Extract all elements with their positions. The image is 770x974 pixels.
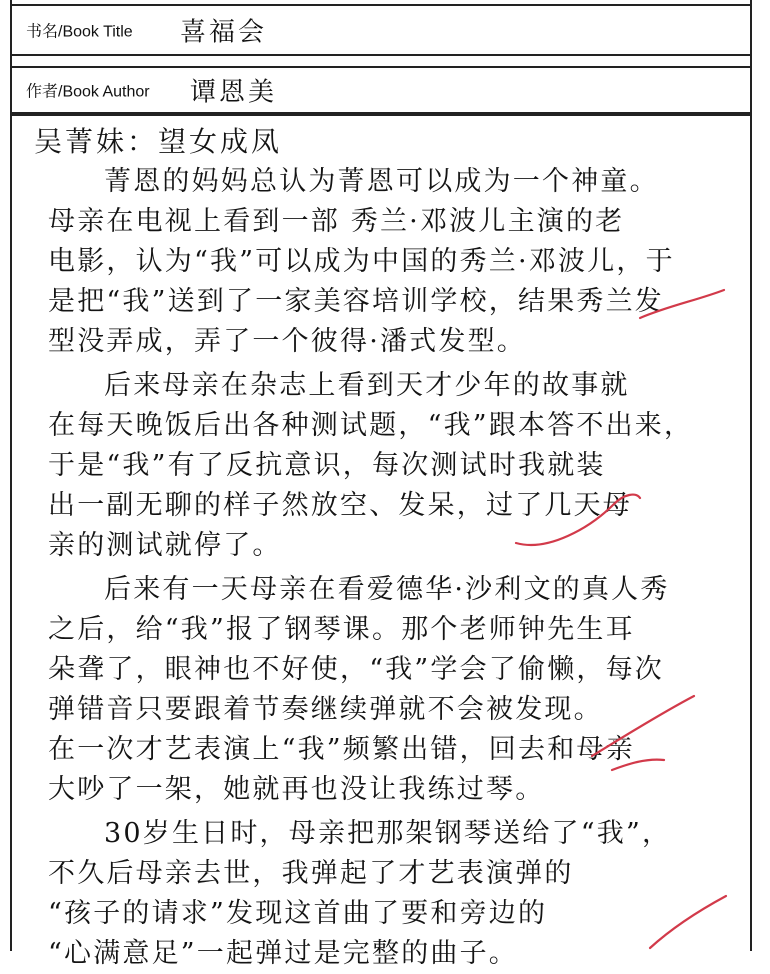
- essay-line: 朵聋了，眼神也不好使，“我”学会了偷懒，每次: [48, 654, 665, 685]
- essay-paragraph-1: [48, 162, 738, 362]
- essay-line: 弹错音只要跟着节奏继续弹就不会被发现。: [48, 694, 603, 725]
- essay-line: 出一副无聊的样子然放空、发呆，过了几天母: [48, 490, 632, 521]
- book-title-label: 书名/Book Title: [26, 23, 133, 41]
- essay-line: 之后，给“我”报了钢琴课。那个老师钟先生耳: [48, 614, 635, 645]
- essay-heading: 吴菁妹：望女成凤: [34, 125, 283, 158]
- essay-line: 亲的测试就停了。: [48, 530, 282, 561]
- essay-line: 后来有一天母亲在看爱德华·沙利文的真人秀: [104, 574, 670, 605]
- essay-line: 后来母亲在杂志上看到天才少年的故事就: [104, 370, 630, 401]
- essay-line: 在一次才艺表演上“我”频繁出错，回去和母亲: [48, 734, 635, 765]
- review-sheet: [10, 0, 752, 969]
- essay-line: 是把“我”送到了一家美容培训学校，结果秀兰发: [48, 286, 665, 317]
- essay-paragraph-4: [48, 814, 738, 974]
- handwritten-essay: [34, 122, 738, 974]
- essay-line: 母亲在电视上看到一部 秀兰·邓波儿主演的老: [48, 206, 625, 237]
- essay-line: 在每天晚饭后出各种测试题，“我”跟本答不出来，: [48, 410, 694, 441]
- essay-paragraph-3: [48, 570, 738, 810]
- essay-line: 型没弄成，弄了一个彼得·潘式发型。: [48, 326, 526, 357]
- essay-line: 菁恩的妈妈总认为菁恩可以成为一个神童。: [104, 166, 659, 197]
- book-author-label: 作者/Book Author: [26, 83, 150, 101]
- essay-line: 电影，认为“我”可以成为中国的秀兰·邓波儿，于: [48, 246, 675, 277]
- book-title-row: [12, 4, 750, 56]
- essay-line: “孩子的请求”发现这首曲了要和旁边的: [48, 898, 548, 929]
- essay-box: [12, 114, 750, 969]
- essay-line: 不久后母亲去世，我弹起了才艺表演弹的: [48, 858, 574, 889]
- book-author-value: 谭恩美: [190, 77, 278, 108]
- essay-line: 于是“我”有了反抗意识，每次测试时我就装: [48, 450, 606, 481]
- essay-paragraph-2: [48, 366, 738, 566]
- essay-line: 30岁生日时，母亲把那架钢琴送给了“我”，: [104, 818, 672, 849]
- book-title-value: 喜福会: [180, 17, 268, 48]
- essay-line: 大吵了一架，她就再也没让我练过琴。: [48, 774, 545, 805]
- essay-line: “心满意足”一起弹过是完整的曲子。: [48, 938, 519, 969]
- book-author-row: [12, 66, 750, 114]
